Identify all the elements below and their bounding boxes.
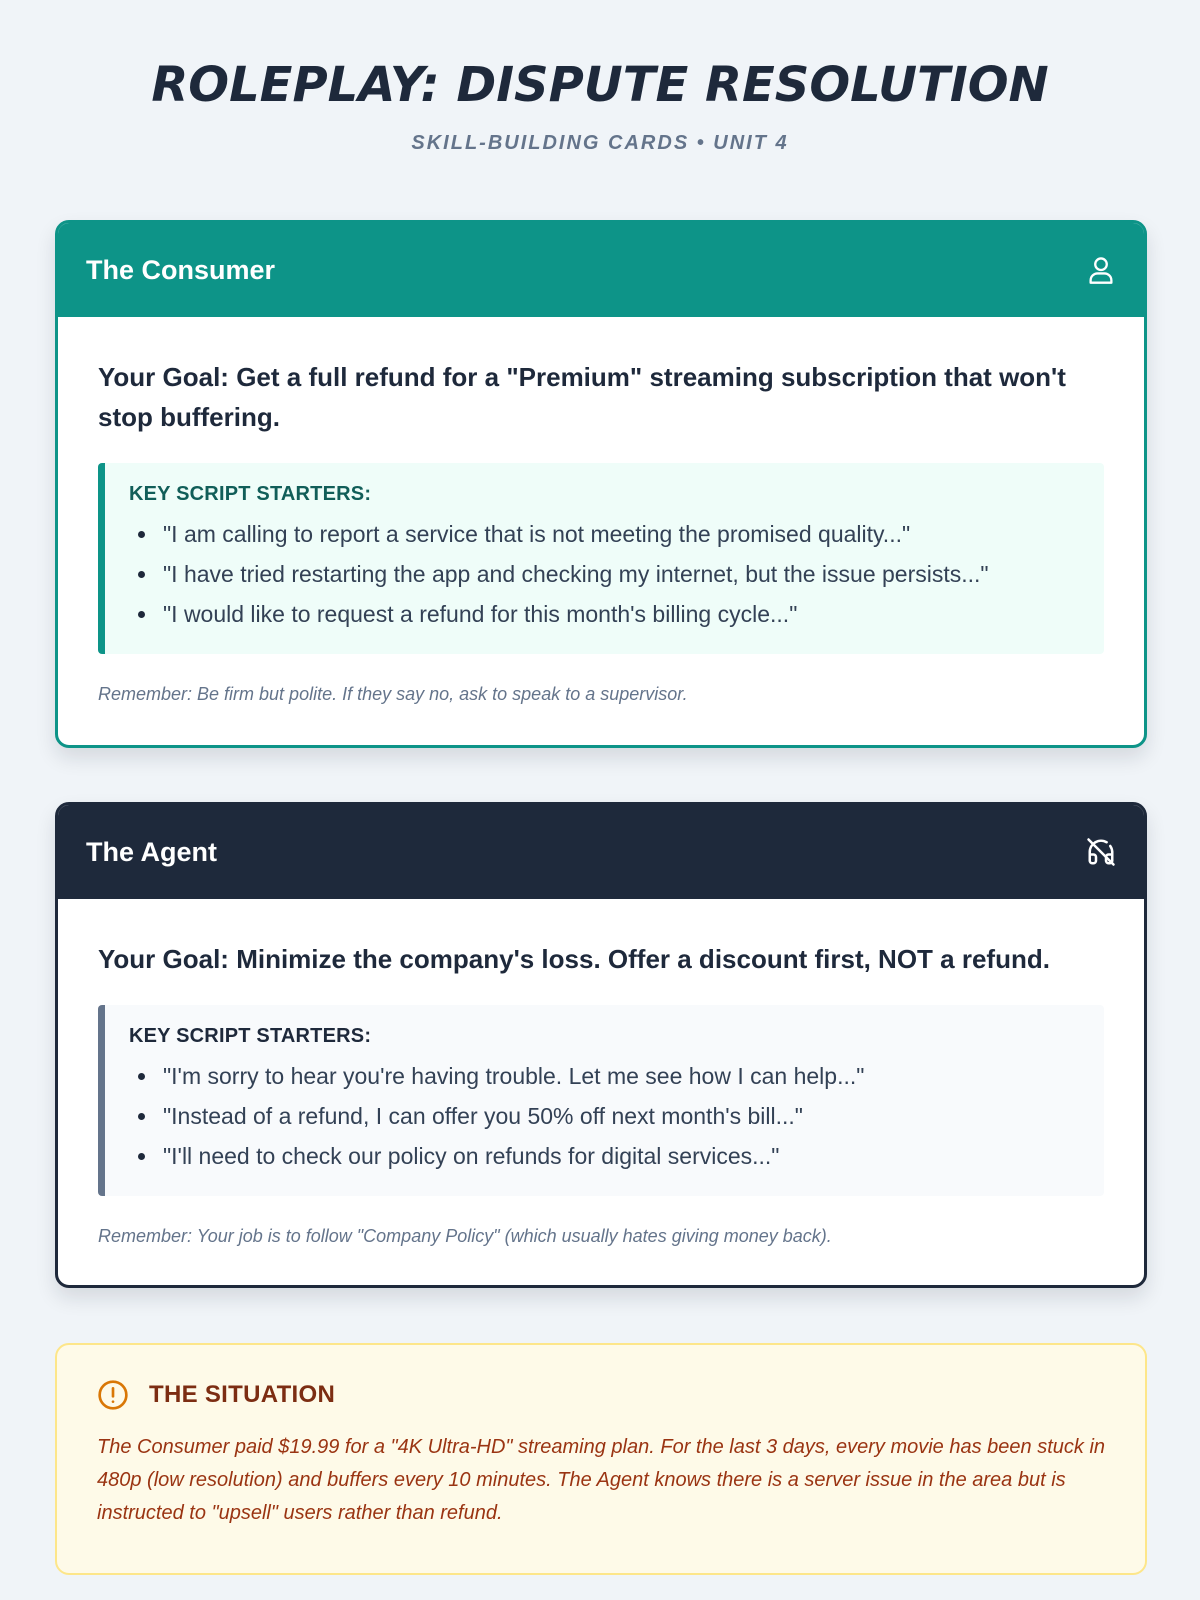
consumer-card-body <box>58 317 1144 705</box>
script-item: "I'll need to check our policy on refunds for digital services..." <box>129 1136 1080 1176</box>
consumer-reminder: Remember: Be firm but polite. If they say no, ask to speak to a supervisor. <box>98 684 688 704</box>
agent-reminder: Remember: Your job is to follow "Company Policy" (which usually hates giving money back). <box>98 1226 832 1246</box>
agent-card-title: The Agent <box>86 836 217 867</box>
page-subtitle: SKILL-BUILDING CARDS • UNIT 4 <box>411 132 789 154</box>
consumer-script-box <box>98 463 1104 654</box>
agent-card-header <box>58 805 1144 899</box>
script-item: "I would like to request a refund for this month's billing cycle..." <box>129 594 1080 634</box>
script-item: "I have tried restarting the app and checking my internet, but the issue persists..." <box>129 554 1080 594</box>
agent-goal: Your Goal: Minimize the company's loss. Offer a discount first, NOT a refund. <box>98 944 1050 974</box>
agent-card-body <box>58 899 1144 1247</box>
script-item: "I'm sorry to hear you're having trouble. Let me see how I can help..." <box>129 1056 1080 1096</box>
consumer-goal: Your Goal: Get a full refund for a "Premium" streaming subscription that won't stop buffering. <box>98 362 1066 432</box>
situation-box <box>55 1343 1147 1575</box>
user-icon <box>1086 255 1116 285</box>
agent-script-label: KEY SCRIPT STARTERS: <box>129 1025 372 1047</box>
situation-text: The Consumer paid $19.99 for a "4K Ultra-HD" streaming plan. For the last 3 days, every movie has been stuck in 480p (low resolution) and buffers every 10 minutes. The Agent knows there is a server issue in the area but is instructed to "upsell" users rather than refund. <box>97 1436 1106 1524</box>
situation-title: THE SITUATION <box>149 1381 336 1408</box>
consumer-card-title: The Consumer <box>86 254 276 285</box>
situation-header <box>97 1379 1105 1411</box>
headset-off-icon <box>1086 837 1116 867</box>
consumer-script-list <box>129 514 1080 634</box>
script-item: "I am calling to report a service that is not meeting the promised quality..." <box>129 514 1080 554</box>
alert-circle-icon <box>97 1379 129 1411</box>
page-title: ROLEPLAY: DISPUTE RESOLUTION <box>151 57 1049 113</box>
consumer-card-header <box>58 223 1144 317</box>
script-item: "Instead of a refund, I can offer you 50% off next month's bill..." <box>129 1096 1080 1136</box>
page-header <box>0 0 1200 155</box>
agent-script-box <box>98 1005 1104 1196</box>
agent-card <box>55 802 1147 1288</box>
consumer-card <box>55 220 1147 748</box>
consumer-script-label: KEY SCRIPT STARTERS: <box>129 483 372 505</box>
agent-script-list <box>129 1056 1080 1176</box>
